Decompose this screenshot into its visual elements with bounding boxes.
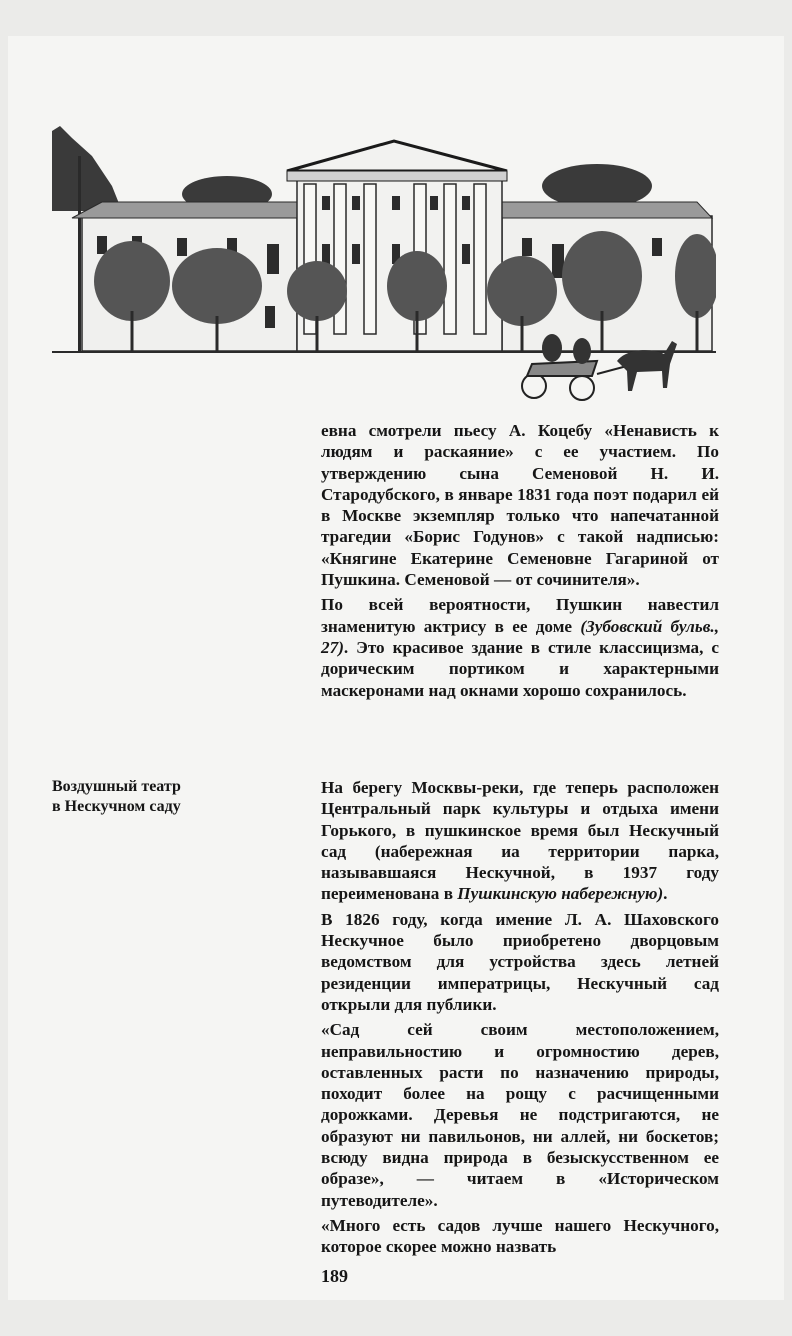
paragraph-text: . Это красивое здание в стиле классицизма, с дорическим портиком и характерными маскеронами над окнами хорошо сохранилось. [321,637,719,700]
address-italic: (Зубовский бульв., 27) [321,616,720,657]
paragraph-text: По всей вероятности, Пушкин навестил знаменитую актрису в ее доме [321,595,719,636]
book-page [8,36,784,1300]
text-column-bottom [321,777,719,1262]
page-number: 189 [321,1266,348,1286]
paragraph-text: На берегу Москвы-реки, где теперь расположен Центральный парк культуры и отдыха имени Горького, в пушкинское время был Нескучный сад (набережная иа территории парка, называвшаяся Нескучной, в 1937 году переименована в [321,778,719,904]
paragraph: В 1826 году, когда имение Л. А. Шаховского Нескучное было приобретено дворцовым ведомством для устройства здесь летней резиденции императрицы, Нескучный сад открыли для публики. [321,909,719,1014]
paragraph: «Много есть садов лучше нашего Нескучного, которое скорее можно назвать [321,1215,719,1257]
text-column-top [321,420,719,705]
paragraph-text: . [663,884,668,904]
street-name-italic: Пушкинскую набережную) [457,884,664,904]
paragraph [321,777,719,905]
section-heading [52,777,252,817]
section-heading-line: в Нескучном саду [52,798,181,815]
paragraph: евна смотрели пьесу А. Коцебу «Ненависть к людям и раскаяние» с ее участием. По утверждению сына Семеновой Н. И. Стародубского, в январе 1831 года поэт подарил ей в Москве экземпляр только что напечатанной трагедии «Борис Годунов» с такой надписью: «Княгине Екатерине Семеновне Гагариной от Пушкина. Семеновой — от сочинителя». [321,421,719,590]
building-illustration [52,126,716,406]
section-heading-line: Воздушный театр [52,778,181,795]
paragraph: «Сад сей своим местоположением, неправильностию и огромностию дерев, оставленных расти по назначению природы, походит более на рощу с расчищенными дорожками. Деревья не подстригаются, не образуют ни павильонов, ни аллей, ни боскетов; всюду видна природа в безыскусственном ее образе», — читаем в «Историческом путеводителе». [321,1020,719,1210]
paragraph [321,594,719,700]
